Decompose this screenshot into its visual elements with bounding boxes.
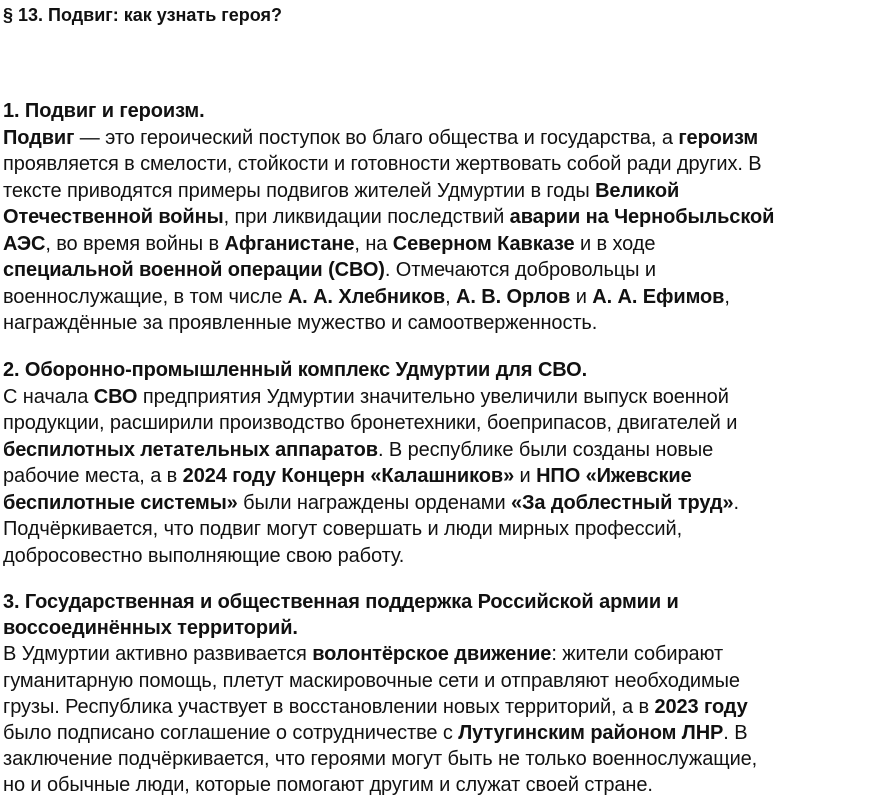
- paragraph-line: [3, 668, 885, 694]
- text-segment: и: [570, 285, 593, 308]
- bold-term: Отечественной войны: [3, 206, 224, 228]
- paragraph-line: [3, 384, 885, 411]
- paragraph-line: [3, 463, 885, 490]
- text-segment: предприятия Удмуртии значительно увеличили выпуск военной: [137, 385, 729, 408]
- paragraph-line: [3, 641, 885, 667]
- bold-term: Великой: [595, 179, 680, 202]
- section-body: [3, 384, 885, 570]
- paragraph-line: [3, 543, 885, 570]
- text-segment: военнослужащие, в том числе: [3, 285, 288, 308]
- text-segment: С начала: [3, 385, 94, 408]
- text-segment: Подчёркивается, что подвиг могут совершать и люди мирных профессий,: [3, 518, 683, 540]
- text-segment: и: [514, 465, 537, 487]
- paragraph-line: [3, 437, 885, 464]
- bold-term: АЭС: [3, 232, 46, 255]
- text-segment: тексте приводятся примеры подвигов жителей Удмуртии в годы: [3, 179, 596, 202]
- bold-term: аварии на Чернобыльской: [509, 206, 775, 228]
- section-body: [3, 125, 885, 337]
- paragraph-line: [3, 694, 885, 720]
- paragraph-line: [3, 284, 885, 311]
- paragraph-line: [3, 231, 885, 258]
- bold-term: Афганистане: [224, 232, 355, 255]
- bold-term: беспилотные системы»: [3, 491, 238, 514]
- bold-term: Лутугинским районом ЛНР: [458, 722, 724, 745]
- paragraph-line: [3, 746, 885, 772]
- paragraph-line: [3, 178, 885, 205]
- bold-term: «За доблестный труд»: [510, 491, 734, 514]
- text-segment: : жители собирают: [551, 643, 724, 666]
- text-segment: .: [733, 491, 739, 514]
- bold-term: СВО: [93, 385, 138, 408]
- text-segment: . В: [723, 722, 748, 745]
- text-segment: и в ходе: [574, 232, 656, 255]
- text-segment: проявляется в смелости, стойкости и готовности жертвовать собой ради других. В: [3, 153, 762, 175]
- text-segment: добросовестно выполняющие свою работу.: [3, 544, 405, 567]
- text-segment: , во время войны в: [45, 232, 225, 255]
- text-segment: были награждены орденами: [237, 491, 511, 514]
- bold-term: 2024 году Концерн «Калашников»: [182, 465, 515, 487]
- bold-term: волонтёрское движение: [312, 643, 552, 666]
- bold-term: Северном Кавказе: [392, 232, 575, 255]
- text-segment: ,: [724, 285, 730, 308]
- paragraph-line: [3, 151, 885, 178]
- section-support: [3, 589, 885, 799]
- section-heroism: [3, 98, 885, 337]
- section-defense-industry: [3, 357, 885, 569]
- bold-term: А. В. Орлов: [455, 285, 571, 308]
- paragraph-line: [3, 257, 885, 284]
- page-title: § 13. Подвиг: как узнать героя?: [3, 5, 283, 25]
- text-segment: продукции, расширили производство бронетехники, боеприпасов, двигателей и: [3, 412, 738, 434]
- paragraph-line: [3, 516, 885, 543]
- paragraph-line: [3, 125, 885, 152]
- paragraph-line: [3, 490, 885, 517]
- bold-term: Подвиг: [3, 126, 75, 149]
- bold-term: героизм: [678, 126, 759, 149]
- text-segment: награждённые за проявленные мужество и самоотверженность.: [3, 312, 598, 334]
- text-segment: . Отмечаются добровольцы и: [384, 259, 656, 281]
- paragraph-line: [3, 204, 885, 231]
- bold-term: НПО «Ижевские: [536, 465, 692, 487]
- paragraph-line: [3, 720, 885, 746]
- section-heading-line: воссоединённых территорий.: [3, 617, 298, 640]
- section-heading: 2. Оборонно-промышленный комплекс Удмуртии для СВО.: [3, 359, 588, 381]
- text-segment: грузы. Республика участвует в восстановлении новых территорий, а в: [3, 695, 655, 718]
- bold-term: специальной военной операции (СВО): [3, 259, 385, 281]
- bold-term: 2023 году: [654, 695, 748, 718]
- bold-term: А. А. Хлебников: [287, 285, 446, 308]
- paragraph-line: [3, 772, 885, 798]
- text-segment: заключение подчёркивается, что героями могут быть не только военнослужащие,: [3, 748, 758, 771]
- text-segment: гуманитарную помощь, плетут маскировочные сети и отправляют необходимые: [3, 669, 740, 692]
- section-heading: 1. Подвиг и героизм.: [3, 100, 205, 122]
- text-segment: было подписано соглашение о сотрудничестве с: [3, 722, 459, 745]
- text-segment: ,: [445, 285, 456, 308]
- paragraph-line: [3, 410, 885, 437]
- text-segment: В Удмуртии активно развивается: [3, 643, 313, 666]
- text-segment: — это героический поступок во благо общества и государства, а: [74, 126, 679, 149]
- text-segment: , при ликвидации последствий: [223, 206, 510, 228]
- text-segment: . В республике были созданы новые: [377, 438, 714, 461]
- paragraph-line: [3, 310, 885, 337]
- bold-term: А. А. Ефимов: [592, 285, 725, 308]
- text-segment: рабочие места, а в: [3, 465, 183, 487]
- text-segment: , на: [354, 232, 393, 255]
- section-heading-line: 3. Государственная и общественная поддержка Российской армии и: [3, 591, 679, 613]
- bold-term: беспилотных летательных аппаратов: [3, 438, 378, 461]
- section-body: [3, 641, 885, 798]
- text-segment: но и обычные люди, которые помогают другим и служат своей стране.: [3, 774, 653, 797]
